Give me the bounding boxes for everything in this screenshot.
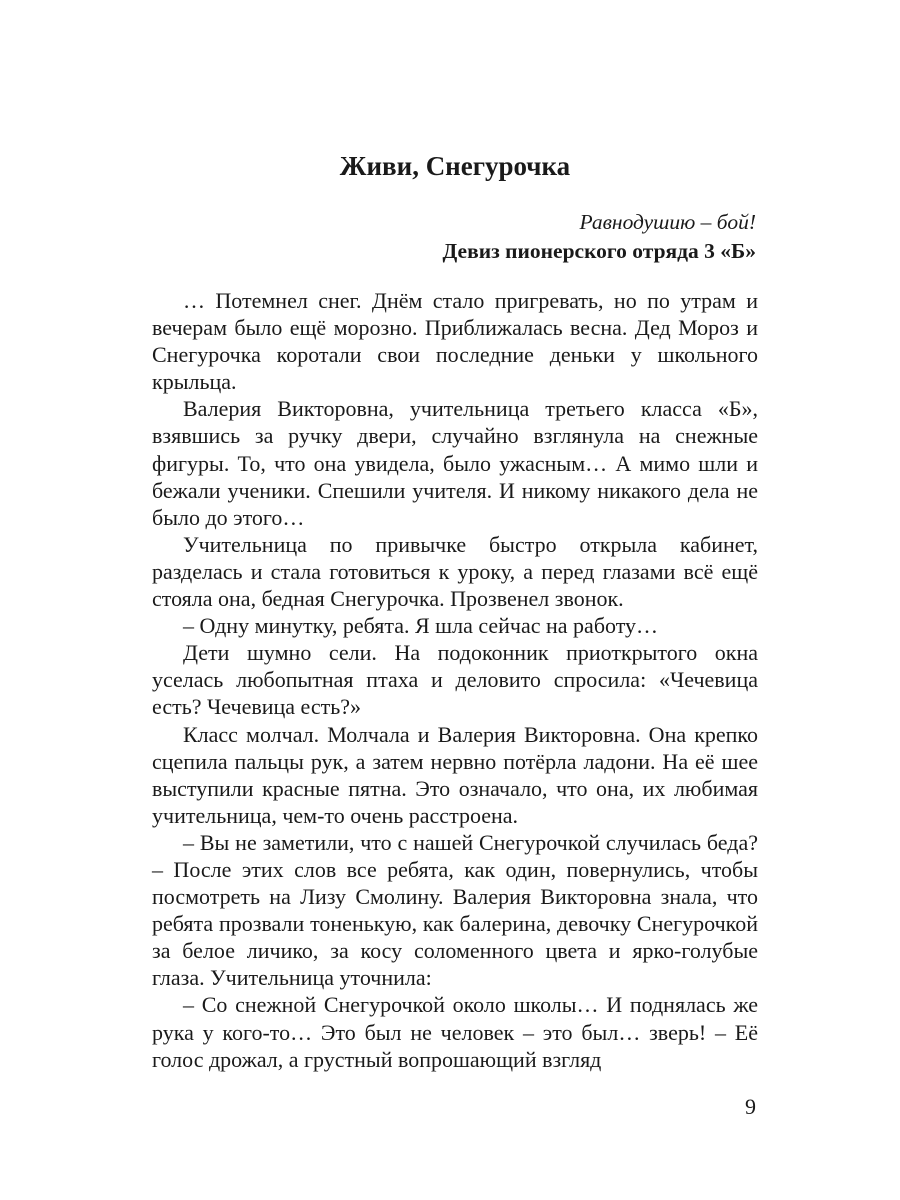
paragraph: – Вы не заметили, что с нашей Снегурочкой случилась беда? – После этих слов все ребята, как один, повернулись, чтобы посмотреть на Лизу Смолину. Валерия Викторовна знала, что ребята прозвали тоненькую, как балерина, девочку Снегурочкой за белое личико, за косу соломенного цвета и ярко-голубые глаза. Учительница уточнила: xyxy=(152,829,758,991)
chapter-body xyxy=(152,287,758,1073)
paragraph: Валерия Викторовна, учительница третьего класса «Б», взявшись за ручку двери, случайно взглянула на снежные фигуры. То, что она увидела, было ужасным… А мимо шли и бежали ученики. Спешили учителя. И никому никакого дела не было до этого… xyxy=(152,396,758,530)
paragraph: Класс молчал. Молчала и Валерия Викторовна. Она крепко сцепила пальцы рук, а затем нервно потёрла ладони. На её шее выступили красные пятна. Это означало, что она, их любимая учительница, чем-то очень расстроена. xyxy=(152,721,758,828)
chapter-title: Живи, Снегурочка xyxy=(339,151,571,181)
epigraph-attribution: Девиз пионерского отряда 3 «Б» xyxy=(442,239,756,263)
paragraph: … Потемнел снег. Днём стало пригревать, но по утрам и вечерам было ещё морозно. Приближалась весна. Дед Мороз и Снегурочка коротали свои последние деньки у школьного крыльца. xyxy=(152,288,758,395)
paragraph: – Со снежной Снегурочкой около школы… И поднялась же рука у кого-то… Это был не человек – это был… зверь! – Её голос дрожал, а грустный вопрошающий взгляд xyxy=(152,992,758,1072)
paragraph: – Одну минутку, ребята. Я шла сейчас на работу… xyxy=(183,613,659,639)
paragraph: Учительница по привычке быстро открыла кабинет, разделась и стала готовиться к уроку, а перед глазами всё ещё стояла она, бедная Снегурочка. Прозвенел звонок. xyxy=(152,531,758,612)
page-number: 9 xyxy=(745,1094,756,1119)
epigraph-quote: Равнодушию – бой! xyxy=(579,210,756,234)
epigraph xyxy=(152,208,756,266)
paragraph: Дети шумно сели. На подоконник приоткрытого окна уселась любопытная птаха и деловито спросила: «Чечевица есть? Чечевица есть?» xyxy=(152,640,758,720)
